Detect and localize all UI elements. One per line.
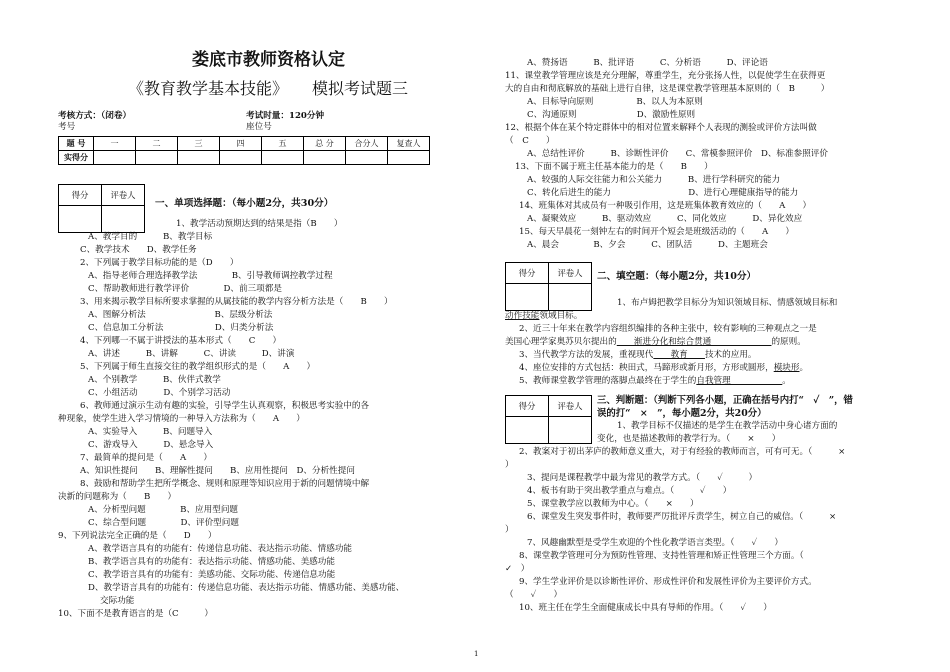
score-cell: 题 号	[59, 137, 94, 151]
judge-line: 10、班主任在学生全面健康成长中具有导师的作用。（ ✓ ）	[519, 603, 772, 613]
score-field	[506, 284, 549, 311]
question-line: 决新的问题称为（ B ）	[58, 492, 177, 502]
judge-line: 2、教案对于初出茅庐的教师意义重大，对于有经验的教师而言，可有可无。（ ×	[519, 447, 846, 457]
score-label: 得分	[506, 263, 549, 284]
judge-line: ✓ ）	[505, 564, 530, 574]
fill-question-2: 2、近三十年来在教学内容组织编排的各种主张中，较有影响的三种观点之一是	[519, 324, 817, 334]
question-line: C、综合型问题 D、评价型问题	[88, 518, 239, 528]
judge-line: 1、教学目标不仅描述的是学生在教学活动中身心诸方面的	[617, 421, 838, 431]
judge-line: 3、提问是课程教学中最为常见的教学方式。（ ✓ ）	[527, 473, 758, 483]
question-line: A、知识性提问 B、理解性提问 B、应用性提问 D、分析性提问	[80, 466, 355, 476]
question-line: C、信息加工分析法 D、归类分析法	[88, 323, 274, 333]
fill-text: 领域目标。	[539, 311, 583, 321]
question-line: 6、教师通过演示生动有趣的实验，引导学生认真观察，积极思考实验中的各	[80, 401, 370, 411]
question-line: 4、下列哪一不属于讲授法的基本形式（ C ）	[80, 336, 282, 346]
fill-question-5	[519, 376, 791, 386]
grader-box-1	[58, 184, 145, 233]
score-cell: 总 分	[304, 137, 346, 151]
question-line: A、指导老师合理选择教学法 B、引导教师调控教学过程	[88, 271, 333, 281]
question-line: 大的自由和彻底解放的基础上进行自律，这是课堂教学管理基本原则的（ B ）	[505, 84, 830, 94]
fill-text: 3、当代教学方法的发展，重视现代	[519, 350, 654, 360]
fill-question-1: 1、布卢姆把教学目标分为知识领域目标、情感领域目标和	[617, 298, 838, 308]
question-line: 种现象，使学生进入学习情境的一种导入方法称为（ A ）	[58, 414, 305, 424]
score-cell: 四	[220, 137, 262, 151]
judge-line: 8、课堂教学管理可分为预防性管理、支持性管理和矫正性管理三个方面。（	[519, 551, 804, 561]
seat-number-label: 座位号	[246, 122, 272, 132]
section3-heading-line2: 误的打“ × ”，每小题2分，共20分）	[597, 408, 767, 419]
question-line: A、凝聚效应 B、驱动效应 C、同化效应 D、异化效应	[527, 214, 803, 224]
grader-label: 评卷人	[102, 185, 145, 206]
score-value-cell	[136, 151, 178, 165]
question-line: A、教学目的 B、教学目标	[88, 232, 213, 242]
question-line: C、教学技术 D、教学任务	[80, 245, 197, 255]
score-table	[58, 136, 430, 165]
fill-question-2-line2	[505, 337, 806, 347]
fill-question-4	[519, 363, 808, 373]
page-number: 1	[474, 650, 479, 658]
judge-line: （ ✓ ）	[505, 590, 563, 600]
score-field	[506, 417, 549, 444]
grader-field	[102, 206, 145, 233]
section2-heading: 二、填空题：（每小题2分，共10分）	[597, 271, 757, 282]
question-line: 5、下列属于师生直接交往的教学组织形式的是（ A ）	[80, 362, 316, 372]
fill-text: 的原则。	[771, 337, 806, 347]
score-value-cell	[178, 151, 220, 165]
question-line: A、赞扬语 B、批评语 C、分析语 D、评论语	[527, 58, 768, 68]
question-line: A、较强的人际交往能力和公关能力 B、进行学科研究的能力	[527, 175, 781, 185]
score-table-value-row	[59, 151, 430, 165]
score-cell: 三	[178, 137, 220, 151]
question-line: C、游戏导入 D、悬念导入	[88, 440, 214, 450]
grader-field	[549, 417, 592, 444]
question-line: A、分析型问题 B、应用型问题	[88, 505, 239, 515]
judge-line: ）	[505, 460, 514, 470]
score-label: 得分	[59, 185, 102, 206]
question-line: C、教学语言具有的功能有：美感功能、交际功能、传递信息功能	[88, 570, 336, 580]
right-column	[505, 0, 895, 672]
question-line: A、个别教学 B、伙伴式教学	[88, 375, 221, 385]
question-line: A、总结性评价 B、诊断性评价 C、常模参照评价 D、标准参照评价	[527, 149, 828, 159]
grader-label: 评卷人	[549, 263, 592, 284]
left-column	[58, 0, 458, 672]
grader-label: 评卷人	[549, 396, 592, 417]
score-value-cell	[94, 151, 136, 165]
score-value-cell	[346, 151, 388, 165]
judge-line: 5、课堂教学应以教师为中心。（ × ）	[527, 499, 699, 509]
exam-time: 考试时量：120分钟	[246, 111, 325, 121]
question-line: 9、下列说法完全正确的是（ D ）	[58, 531, 217, 541]
question-line: 2、下列属于教学目标功能的是（D ）	[80, 258, 239, 268]
question-line: 14、班集体对其成员有一种吸引作用，这是班集体教育效应的（ A ）	[519, 201, 812, 211]
judge-line: 9、学生学业评价是以诊断性评价、形成性评价和发展性评价为主要评价方式。	[519, 577, 817, 587]
question-line: 13、下面不属于班主任基本能力的是（ B ）	[515, 162, 713, 172]
question-line: A、晨会 B、夕会 C、团队活 D、主题班会	[527, 240, 768, 250]
question-line: A、实验导入 B、问题导入	[88, 427, 213, 437]
fill-answer-3: 教育	[653, 350, 705, 360]
score-cell: 二	[136, 137, 178, 151]
section3-heading: 三、判断题：（判断下列各小题，正确在括号内打“ ✓ ”，错	[597, 395, 853, 406]
question-line: 1、教学活动预期达到的结果是指（B ）	[176, 219, 343, 229]
question-line: C、小组活动 D、个别学习活动	[88, 388, 231, 398]
exam-subtitle: 《教育教学基本技能》 模拟考试题三	[128, 79, 409, 98]
fill-answer-2: 渐进分化和综合贯通	[616, 337, 772, 347]
judge-line: 变化，也是描述教师的教学行为。（ × ）	[597, 434, 781, 444]
score-value-cell	[262, 151, 304, 165]
question-line: C、帮助教师进行教学评价 D、前三项都是	[88, 284, 282, 294]
exam-mode: 考核方式：（闭卷）	[58, 111, 132, 121]
question-line: C、转化后进生的能力 D、进行心理健康指导的能力	[527, 188, 799, 198]
judge-line: 7、风趣幽默型是受学生欢迎的个性化教学语言类型。（ ✓ ）	[527, 538, 783, 548]
question-line: A、图解分析法 B、层级分析法	[88, 310, 273, 320]
question-line: 7、最简单的提问是（ A ）	[80, 453, 212, 463]
question-line: C、沟通原则 D、激励性原则	[527, 110, 696, 120]
fill-text: 。	[782, 376, 791, 386]
fill-question-1-line2	[505, 311, 582, 321]
question-line: 10、下面不是教育语言的是（C ）	[58, 609, 214, 619]
question-line: （ C ）	[505, 136, 555, 146]
fill-answer-5: 自我管理	[696, 376, 783, 386]
judge-line: ）	[505, 525, 514, 535]
score-cell: 合分人	[346, 137, 388, 151]
score-row-label: 实得分	[59, 151, 94, 165]
fill-text: 5、教师课堂教学管理的落脚点最终在于学生的	[519, 376, 697, 386]
question-line: 15、每天早晨花一刻钟左右的时间开个短会是班级活动的（ A ）	[519, 227, 794, 237]
fill-answer-1: 动作技能	[505, 311, 540, 321]
score-label: 得分	[506, 396, 549, 417]
exam-number-label: 考号	[58, 122, 76, 132]
question-line: 8、鼓励和帮助学生把所学概念、规则和原理等知识应用于新的问题情境中解	[80, 479, 370, 489]
fill-text: 4、座位安排的方式包括：秧田式，马蹄形或新月形，方形或圆形，	[519, 363, 774, 373]
question-line: A、目标导向原则 B、以人为本原则	[527, 97, 703, 107]
score-cell: 复查人	[388, 137, 430, 151]
question-line: A、教学语言具有的功能有：传递信息功能、表达指示功能、情感功能	[88, 544, 353, 554]
score-value-cell	[388, 151, 430, 165]
fill-question-3	[519, 350, 757, 360]
question-line: A、讲述 B、讲解 C、讲读 D、讲演	[88, 349, 295, 359]
question-line: 11、课堂教学管理应该是充分理解，尊重学生，充分张扬人性，以促使学生在获得更	[505, 71, 826, 81]
fill-text: 。	[799, 363, 809, 373]
question-line: D、教学语言具有的功能有：传递信息功能、表达指示功能、情感功能、美感功能、	[88, 583, 405, 593]
score-value-cell	[220, 151, 262, 165]
score-field	[59, 206, 102, 233]
section1-heading: 一、单项选择题：（每小题2分，共30分）	[155, 198, 334, 209]
question-line: 3、用来揭示教学目标所要求掌握的从属技能的教学内容分析方法是（ B ）	[80, 297, 393, 307]
fill-text: 技术的应用。	[704, 350, 757, 360]
question-line: B、教学语言具有的功能有：表达指示功能、情感功能、美感功能	[88, 557, 335, 567]
judge-line: 6、课堂发生突发事件时，教师要严厉批评斥责学生，树立自己的威信。（ ×	[527, 512, 837, 522]
judge-line: 4、板书有助于突出教学重点与难点。（ ✓ ）	[527, 486, 732, 496]
question-line: 交际功能	[100, 596, 135, 606]
grader-field	[549, 284, 592, 311]
score-cell: 五	[262, 137, 304, 151]
fill-answer-4: 模块形	[773, 363, 800, 373]
score-cell: 一	[94, 137, 136, 151]
question-line: 12、根据个体在某个特定群体中的相对位置来解释个人表现的测验或评价方法叫做	[505, 123, 817, 133]
score-value-cell	[304, 151, 346, 165]
score-table-header-row	[59, 137, 430, 151]
grader-box-3	[505, 395, 592, 444]
fill-text: 美国心理学家奥苏贝尔提出的	[505, 337, 617, 347]
grader-box-2	[505, 262, 592, 311]
exam-title: 娄底市教师资格认定	[192, 50, 345, 70]
